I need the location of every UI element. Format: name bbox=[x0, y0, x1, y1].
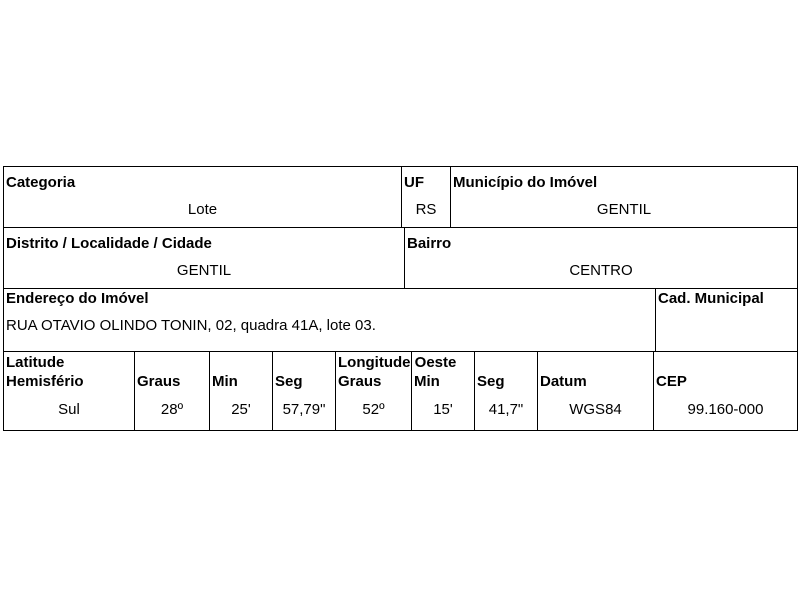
lat-min-value: 25' bbox=[231, 401, 251, 418]
longitude-header: Longitude Oeste bbox=[338, 354, 457, 371]
lat-seg-value: 57,79" bbox=[282, 401, 326, 418]
cad-municipal-cell bbox=[655, 289, 798, 351]
cep-cell bbox=[653, 352, 798, 430]
municipio-value: GENTIL bbox=[596, 201, 652, 218]
hemisferio-cell bbox=[3, 352, 134, 430]
lon-graus-value: 52º bbox=[362, 401, 385, 418]
lon-min-value: 15' bbox=[433, 401, 453, 418]
cep-label: CEP bbox=[656, 373, 687, 390]
lat-graus-value: 28º bbox=[160, 401, 184, 418]
categoria-label: Categoria bbox=[6, 174, 76, 191]
distrito-cell bbox=[3, 228, 404, 288]
distrito-label: Distrito / Localidade / Cidade bbox=[6, 235, 212, 252]
municipio-cell bbox=[450, 167, 798, 227]
endereco-value: RUA OTAVIO OLINDO TONIN, 02, quadra 41A, lote 03. bbox=[6, 317, 376, 334]
lon-seg-value: 41,7" bbox=[488, 401, 524, 418]
lat-graus-cell bbox=[134, 352, 209, 430]
lat-min-cell bbox=[209, 352, 272, 430]
datum-cell bbox=[537, 352, 653, 430]
bairro-value: CENTRO bbox=[569, 262, 633, 279]
categoria-cell bbox=[3, 167, 401, 227]
row-categoria bbox=[3, 166, 798, 227]
row-distrito bbox=[3, 227, 798, 288]
cep-value: 99.160-000 bbox=[687, 401, 764, 418]
uf-value: RS bbox=[415, 201, 437, 218]
row-coordenadas bbox=[3, 351, 798, 431]
datum-value: WGS84 bbox=[569, 401, 622, 418]
lon-seg-cell bbox=[474, 352, 537, 430]
distrito-value: GENTIL bbox=[176, 262, 232, 279]
latitude-header: Latitude bbox=[6, 354, 65, 371]
municipio-label: Município do Imóvel bbox=[453, 174, 598, 191]
lat-seg-label: Seg bbox=[275, 373, 303, 390]
row-endereco bbox=[3, 288, 798, 351]
lon-graus-label: Graus bbox=[338, 373, 382, 390]
cad-municipal-label: Cad. Municipal bbox=[658, 290, 764, 307]
hemisferio-label: Hemisfério bbox=[6, 373, 84, 390]
categoria-value: Lote bbox=[187, 201, 218, 218]
property-form bbox=[3, 166, 798, 431]
lon-min-cell bbox=[411, 352, 474, 430]
lat-seg-cell bbox=[272, 352, 335, 430]
lat-min-label: Min bbox=[212, 373, 238, 390]
hemisferio-value: Sul bbox=[58, 401, 80, 418]
datum-label: Datum bbox=[540, 373, 587, 390]
uf-cell bbox=[401, 167, 450, 227]
endereco-cell bbox=[3, 289, 655, 351]
uf-label: UF bbox=[404, 174, 424, 191]
endereco-label: Endereço do Imóvel bbox=[6, 290, 149, 307]
lon-seg-label: Seg bbox=[477, 373, 505, 390]
lon-min-label: Min bbox=[414, 373, 440, 390]
bairro-label: Bairro bbox=[407, 235, 452, 252]
bairro-cell bbox=[404, 228, 798, 288]
lat-graus-label: Graus bbox=[137, 373, 181, 390]
